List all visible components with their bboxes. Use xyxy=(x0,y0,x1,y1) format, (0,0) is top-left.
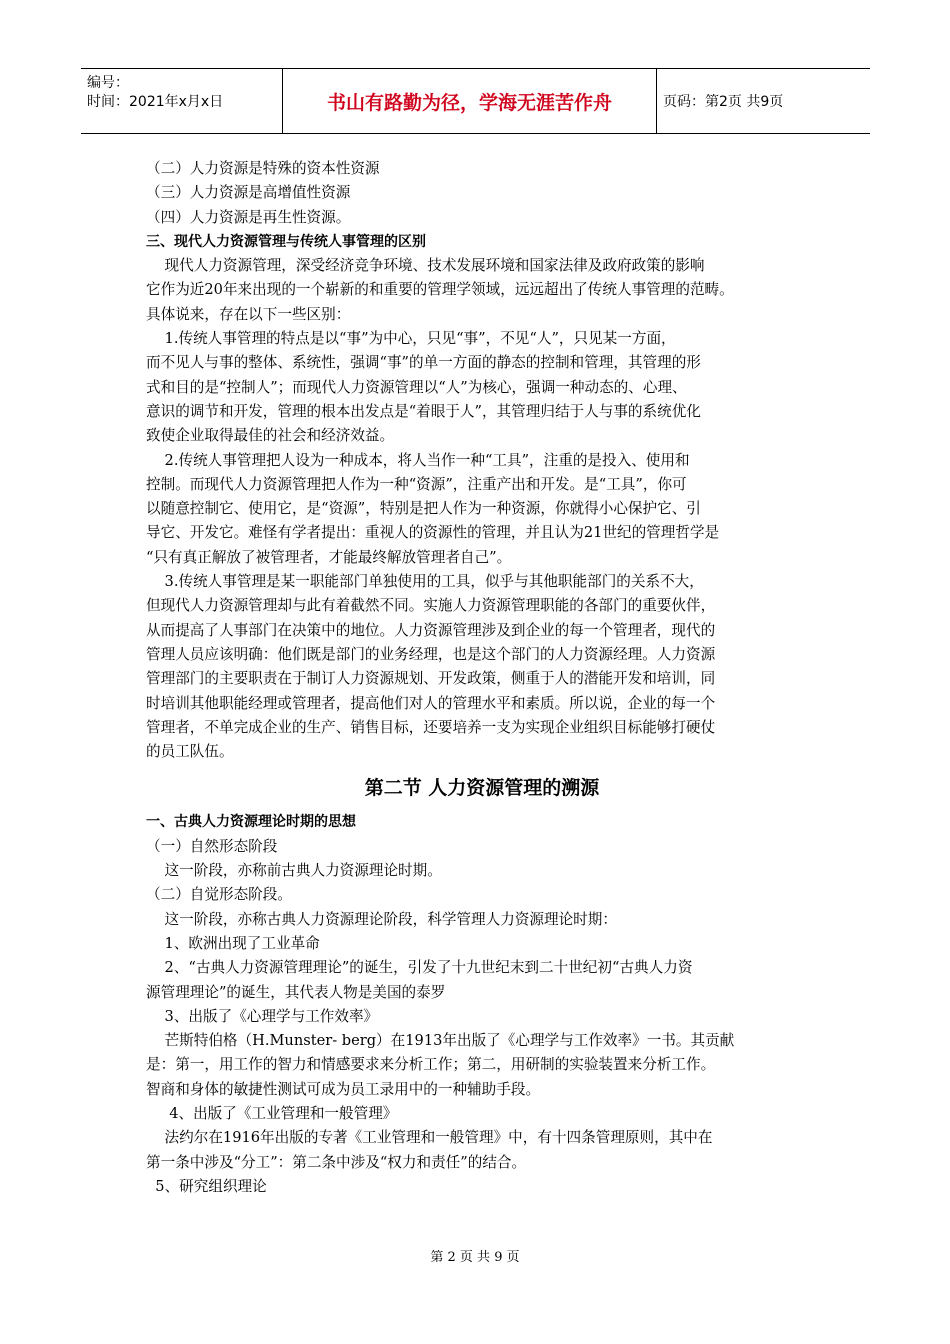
text-line: 以随意控制它、使用它，是“资源”，特别是把人作为一种资源，你就得小心保护它、引 xyxy=(146,500,701,518)
text-line: 1.传统人事管理的特点是以“事”为中心，只见“事”，不见“人”，只见某一方面， xyxy=(146,330,676,348)
text-line: 导它、开发它。难怪有学者提出：重视人的资源性的管理，并且认为21世纪的管理哲学是 xyxy=(146,524,720,542)
text-line: 芒斯特伯格（H.Munster- berg）在1913年出版了《心理学与工作效率》一书。其贡献 xyxy=(146,1032,735,1050)
text-line: 它作为近20年来出现的一个崭新的和重要的管理学领域，远远超出了传统人事管理的范畴。 xyxy=(146,281,734,299)
text-line: 5、研究组织理论 xyxy=(146,1177,267,1195)
subheading: 一、古典人力资源理论时期的思想 xyxy=(146,814,356,831)
text-line: 具体说来，存在以下一些区别： xyxy=(146,305,351,323)
text-line: 现代人力资源管理，深受经济竞争环境、技术发展环境和国家法律及政府政策的影响 xyxy=(146,257,705,275)
subheading: 三、现代人力资源管理与传统人事管理的区别 xyxy=(146,233,426,250)
header-motto: 书山有路勤为径，学海无涯苦作舟 xyxy=(283,69,657,133)
text-line: 1、欧洲出现了工业革命 xyxy=(146,934,320,952)
text-line: 这一阶段，亦称古典人力资源理论阶段，科学管理人力资源理论时期： xyxy=(146,910,617,928)
document-body xyxy=(146,157,818,1199)
text-line: （三）人力资源是高增值性资源 xyxy=(146,184,351,202)
doc-time-label: 时间：2021年x月x日 xyxy=(87,94,224,110)
text-line: 意识的调节和开发，管理的根本出发点是“着眼于人”，其管理归结于人与事的系统优化 xyxy=(146,402,701,420)
text-line: 智商和身体的敏捷性测试可成为员工录用中的一种辅助手段。 xyxy=(146,1080,541,1098)
text-line: （二）自觉形态阶段。 xyxy=(146,886,292,904)
page-footer: 第 2 页 共 9 页 xyxy=(430,1250,520,1265)
text-line: （四）人力资源是再生性资源。 xyxy=(146,208,351,226)
text-line: 3.传统人事管理是某一职能部门单独使用的工具，似乎与其他职能部门的关系不大， xyxy=(146,573,704,591)
section-title: 第二节 人力资源管理的溯源 xyxy=(364,777,600,800)
text-line: 管理人员应该明确：他们既是部门的业务经理，也是这个部门的人力资源经理。人力资源 xyxy=(146,645,716,663)
text-line: 式和目的是“控制人”；而现代人力资源管理以“人”为核心，强调一种动态的、心理、 xyxy=(146,378,687,396)
text-line: 而不见人与事的整体、系统性，强调“事”的单一方面的静态的控制和管理，其管理的形 xyxy=(146,354,701,372)
text-line: 2.传统人事管理把人设为一种成本，将人当作一种“工具”，注重的是投入、使用和 xyxy=(146,451,690,469)
text-line: “只有真正解放了被管理者，才能最终解放管理者自己”。 xyxy=(146,548,512,566)
text-line: 时培训其他职能经理或管理者，提高他们对人的管理水平和素质。所以说，企业的每一个 xyxy=(146,694,716,712)
text-line: 3、出版了《心理学与工作效率》 xyxy=(146,1007,379,1025)
text-line: 4、出版了《工业管理和一般管理》 xyxy=(146,1104,398,1122)
text-line: 控制。而现代人力资源管理把人作为一种“资源”，注重产出和开发。是“工具”，你可 xyxy=(146,475,687,493)
text-line: 是：第一，用工作的智力和情感要求来分析工作；第二，用研制的实验装置来分析工作。 xyxy=(146,1056,716,1074)
text-line: 这一阶段，亦称前古典人力资源理论时期。 xyxy=(146,862,442,880)
text-line: （一）自然形态阶段 xyxy=(146,837,278,855)
header-page-info: 页码：第2页 共9页 xyxy=(663,94,784,110)
header-meta xyxy=(81,69,283,133)
text-line: 从而提高了人事部门在决策中的地位。人力资源管理涉及到企业的每一个管理者，现代的 xyxy=(146,621,716,639)
text-line: 致使企业取得最佳的社会和经济效益。 xyxy=(146,427,395,445)
text-line: 源管理理论”的诞生，其代表人物是美国的泰罗 xyxy=(146,983,446,1001)
text-line: 管理部门的主要职责在于制订人力资源规划、开发政策，侧重于人的潜能开发和培训，同 xyxy=(146,670,716,688)
text-line: 法约尔在1916年出版的专著《工业管理和一般管理》中，有十四条管理原则，其中在 xyxy=(146,1129,713,1147)
text-line: 管理者，不单完成企业的生产、销售目标，还要培养一支为实现企业组织目标能够打硬仗 xyxy=(146,718,716,736)
page-header xyxy=(81,68,870,134)
doc-number-label: 编号： xyxy=(87,75,129,91)
text-line: 第一条中涉及“分工”：第二条中涉及“权力和责任”的结合。 xyxy=(146,1153,527,1171)
text-line: 但现代人力资源管理却与此有着截然不同。实施人力资源管理职能的各部门的重要伙伴， xyxy=(146,597,716,615)
text-line: 的员工队伍。 xyxy=(146,743,234,761)
text-line: 2、“古典人力资源管理理论”的诞生，引发了十九世纪末到二十世纪初“古典人力资 xyxy=(146,959,693,977)
text-line: （二）人力资源是特殊的资本性资源 xyxy=(146,160,380,177)
